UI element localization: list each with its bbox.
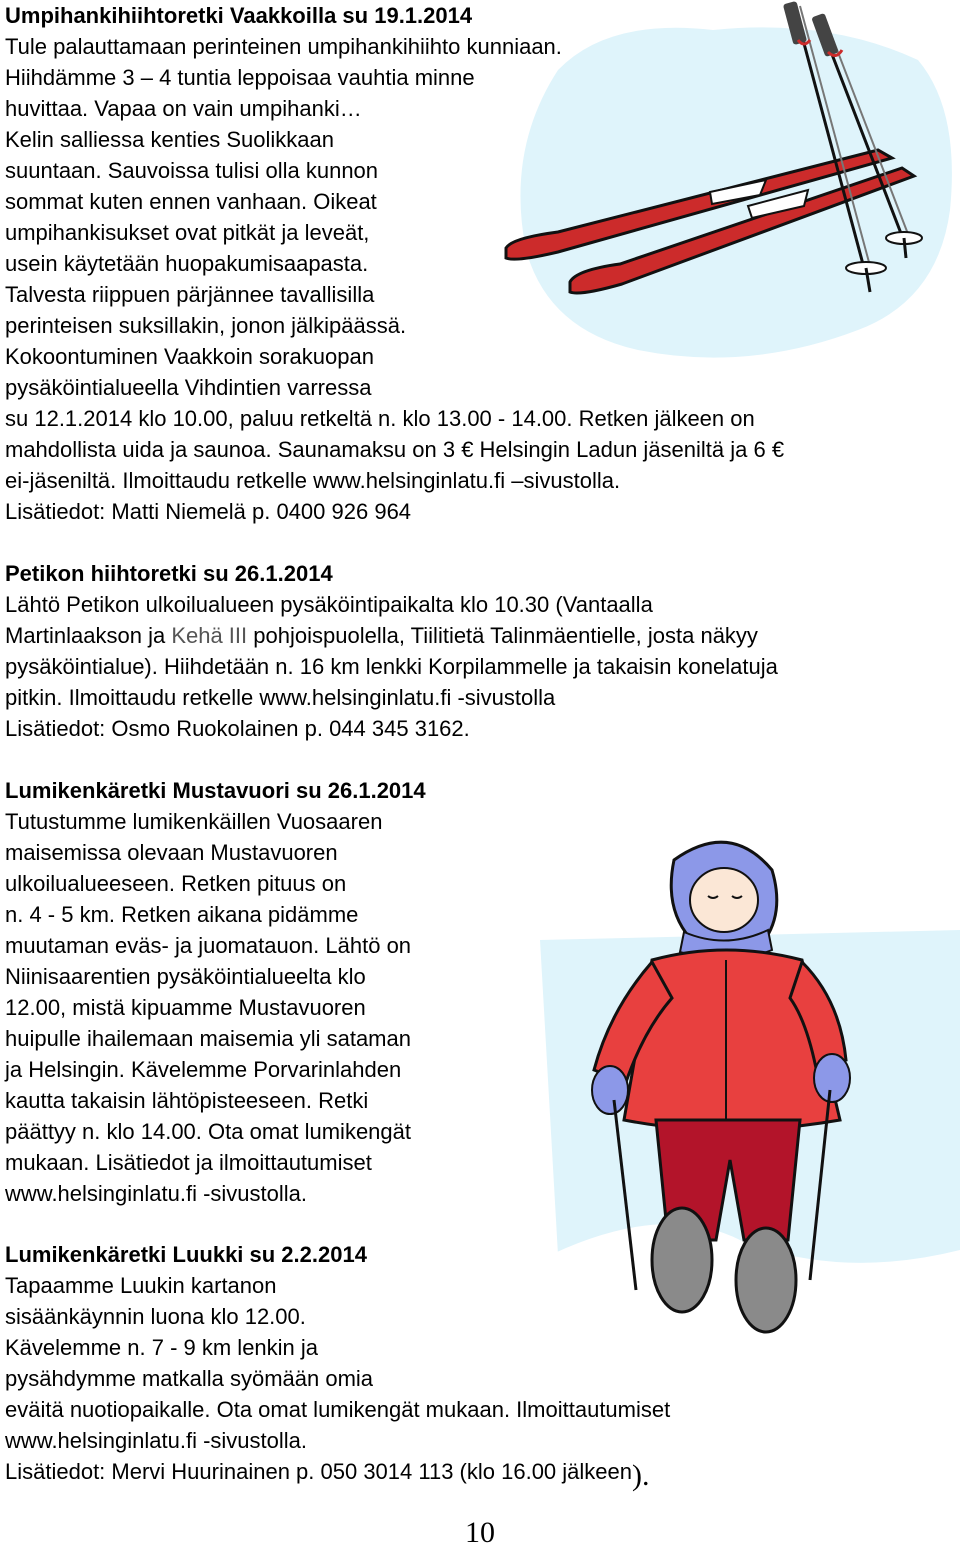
section1-line: mahdollista uida ja saunoa. Saunamaksu on 3 € Helsingin Ladun jäseniltä ja 6 € [5,437,785,462]
section1-line: Lisätiedot: Matti Niemelä p. 0400 926 964 [5,499,412,524]
section1-line: Hiihdämme 3 – 4 tuntia leppoisaa vauhtia minne [5,65,475,90]
right-snowshoe [736,1228,796,1332]
section2-line: Lähtö Petikon ulkoilualueen pysäköintipaikalta klo 10.30 (Vantaalla [5,592,653,617]
section4-line: Tapaamme Luukin kartanon [5,1273,277,1298]
section4-line [5,1456,650,1491]
section3-line: huipulle ihailemaan maisemia yli sataman [5,1026,411,1051]
section1-line: umpihankisukset ovat pitkät ja leveät, [5,220,370,245]
section3-line: ja Helsingin. Kävelemme Porvarinlahden [5,1057,402,1082]
section1-line: Kokoontuminen Vaakkoin sorakuopan [5,344,374,369]
face [690,868,758,932]
section3-title: Lumikenkäretki Mustavuori su 26.1.2014 [5,778,426,803]
section1-line: sommat kuten ennen vanhaan. Oikeat [5,189,377,214]
section1-line: pysäköintialueella Vihdintien varressa [5,375,372,400]
section4-line: pysähdymme matkalla syömään omia [5,1366,374,1391]
section1-line: Kelin salliessa kenties Suolikkaan [5,127,334,152]
section2-line: pitkin. Ilmoittaudu retkelle www.helsinginlatu.fi -sivustolla [5,685,556,710]
section1-title: Umpihankihiihtoretki Vaakkoilla su 19.1.2014 [5,3,473,28]
section3-line: ulkoilualueeseen. Retken pituus on [5,871,347,896]
section2-title: Petikon hiihtoretki su 26.1.2014 [5,561,333,586]
ski-illustration [498,0,960,380]
section3-line: päättyy n. klo 14.00. Ota omat lumikengät [5,1119,412,1144]
line-text: Martinlaakson ja [5,623,172,648]
section1-line: Tule palauttamaan perinteinen umpihankihiihto kunniaan. [5,34,562,59]
right-mitten [814,1054,850,1102]
section3-line: www.helsinginlatu.fi -sivustolla. [5,1181,308,1206]
left-snowshoe [652,1208,712,1312]
section4-line: sisäänkäynnin luona klo 12.00. [5,1304,306,1329]
section3-line: maisemissa olevaan Mustavuoren [5,840,338,865]
section1-line: huvittaa. Vapaa on vain umpihanki… [5,96,362,121]
section1-line: usein käytetään huopakumisaapasta. [5,251,369,276]
closing-paren: ). [632,1459,650,1492]
section3-line: Niinisaarentien pysäköintialueelta klo [5,964,366,989]
line-text: Lisätiedot: Mervi Huurinainen p. 050 3014 113 (klo 16.00 jälkeen [5,1459,632,1484]
section3-line: 12.00, mistä kipuamme Mustavuoren [5,995,366,1020]
section3-line: muutaman eväs- ja juomatauon. Lähtö on [5,933,412,958]
section1-line: suuntaan. Sauvoissa tulisi olla kunnon [5,158,379,183]
section1-line: su 12.1.2014 klo 10.00, paluu retkeltä n. klo 13.00 - 14.00. Retken jälkeen on [5,406,755,431]
highlight-text: Kehä III [171,623,248,648]
section4-line: Kävelemme n. 7 - 9 km lenkin ja [5,1335,319,1360]
section1-line: ei-jäseniltä. Ilmoittaudu retkelle www.helsinginlatu.fi –sivustolla. [5,468,621,493]
section1-line: Talvesta riippuen pärjännee tavallisilla [5,282,375,307]
section2-line [5,620,758,651]
section1-line: perinteisen suksillakin, jonon jälkipäässä. [5,313,407,338]
section2-line: Lisätiedot: Osmo Ruokolainen p. 044 345 3162. [5,716,470,741]
section3-line: Tutustumme lumikenkäillen Vuosaaren [5,809,383,834]
page-number: 10 [465,1516,495,1549]
snowshoe-child-illustration [540,820,960,1380]
section4-line: eväitä nuotiopaikalle. Ota omat lumikengät mukaan. Ilmoittautumiset [5,1397,671,1422]
section3-line: n. 4 - 5 km. Retken aikana pidämme [5,902,359,927]
section3-line: kautta takaisin lähtöpisteeseen. Retki [5,1088,369,1113]
line-text: pohjoispuolella, Tiilitietä Talinmäentielle, josta näkyy [247,623,758,648]
section4-title: Lumikenkäretki Luukki su 2.2.2014 [5,1242,367,1267]
section4-line: www.helsinginlatu.fi -sivustolla. [5,1428,308,1453]
left-mitten [592,1066,628,1114]
section3-line: mukaan. Lisätiedot ja ilmoittautumiset [5,1150,372,1175]
section2-line: pysäköintialue). Hiihdetään n. 16 km lenkki Korpilammelle ja takaisin konelatuja [5,654,778,679]
